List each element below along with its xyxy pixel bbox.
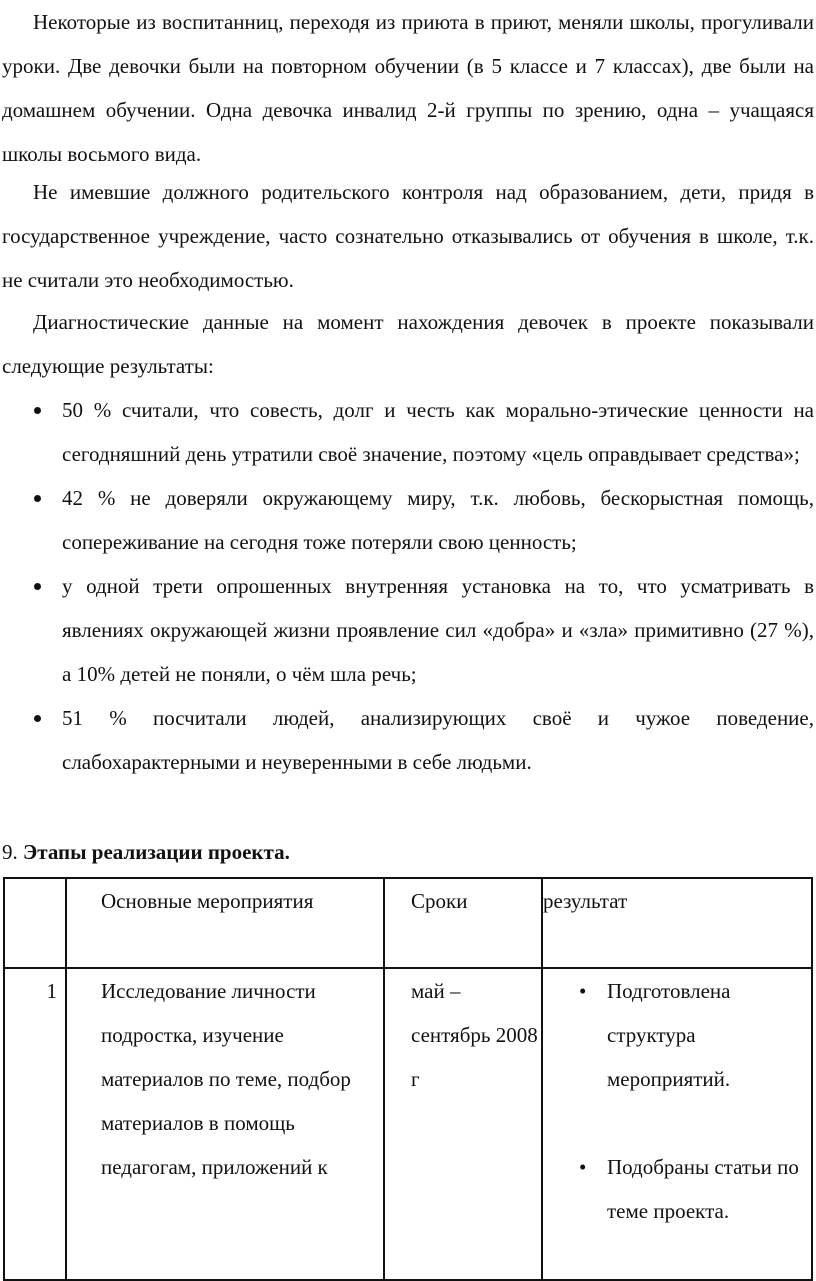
bullet-icon xyxy=(34,583,41,590)
section-number: 9. xyxy=(2,840,18,864)
header-cell-result: результат xyxy=(542,878,812,968)
result-item xyxy=(543,1145,811,1233)
list-item xyxy=(0,564,814,696)
cell-results xyxy=(542,968,812,1280)
result-item xyxy=(543,969,811,1101)
bullet-icon: • xyxy=(579,1155,587,1179)
section-heading xyxy=(2,830,290,874)
list-item-text: 51 % посчитали людей, анализирующих своё и чужое поведение, слабохарактерными и неуверенными в себе людьми. xyxy=(62,706,814,774)
cell-terms: май – сентябрь 2008 г xyxy=(384,968,542,1280)
bullet-icon xyxy=(34,495,41,502)
list-item-text: 42 % не доверяли окружающему миру, т.к. любовь, бескорыстная помощь, сопереживание на сегодня тоже потеряли свою ценность; xyxy=(62,486,814,554)
project-stages-table xyxy=(3,877,813,1281)
result-text: Подготовлена структура мероприятий. xyxy=(607,979,731,1091)
section-title: Этапы реализации проекта. xyxy=(23,840,290,864)
table-row xyxy=(4,968,812,1280)
list-item-text: 50 % считали, что совесть, долг и честь как морально-этические ценности на сегодняшний день утратили своё значение, поэтому «цель оправдывает средства»; xyxy=(62,398,814,466)
paragraph-diagnostics-intro: Диагностические данные на момент нахождения девочек в проекте показывали следующие результаты: xyxy=(2,310,814,378)
header-cell-number xyxy=(4,878,66,968)
bullet-icon xyxy=(34,407,41,414)
paragraph-pupils-schools: Некоторые из воспитанниц, переходя из приюта в приют, меняли школы, прогуливали уроки. Две девочки были на повторном обучении (в 5 классе и 7 классах), две были на домашнем обучении. Одна девочка инвалид 2-й группы по зрению, одна – учащаяся школы восьмого вида. xyxy=(2,10,814,166)
list-item-text: у одной трети опрошенных внутренняя установка на то, что усматривать в явлениях окружающей жизни проявление сил «добра» и «зла» примитивно (27 %), а 10% детей не поняли, о чём шла речь; xyxy=(62,574,814,686)
paragraph-parental-control: Не имевшие должного родительского контроля над образованием, дети, придя в государственное учреждение, часто сознательно отказывались от обучения в школе, т.к. не считали это необходимостью. xyxy=(2,180,814,292)
bullet-icon: • xyxy=(579,979,587,1003)
cell-number: 1 xyxy=(4,968,66,1280)
header-cell-activities: Основные мероприятия xyxy=(66,878,384,968)
list-item xyxy=(0,388,814,476)
table-header-row xyxy=(4,878,812,968)
list-item xyxy=(0,476,814,564)
list-item xyxy=(0,696,814,784)
header-cell-terms: Сроки xyxy=(384,878,542,968)
bullet-icon xyxy=(34,715,41,722)
cell-activities: Исследование личности подростка, изучение материалов по теме, подбор материалов в помощь педагогам, приложений к xyxy=(66,968,384,1280)
diagnostics-results-list xyxy=(0,388,816,784)
result-text: Подобраны статьи по теме проекта. xyxy=(607,1155,799,1223)
